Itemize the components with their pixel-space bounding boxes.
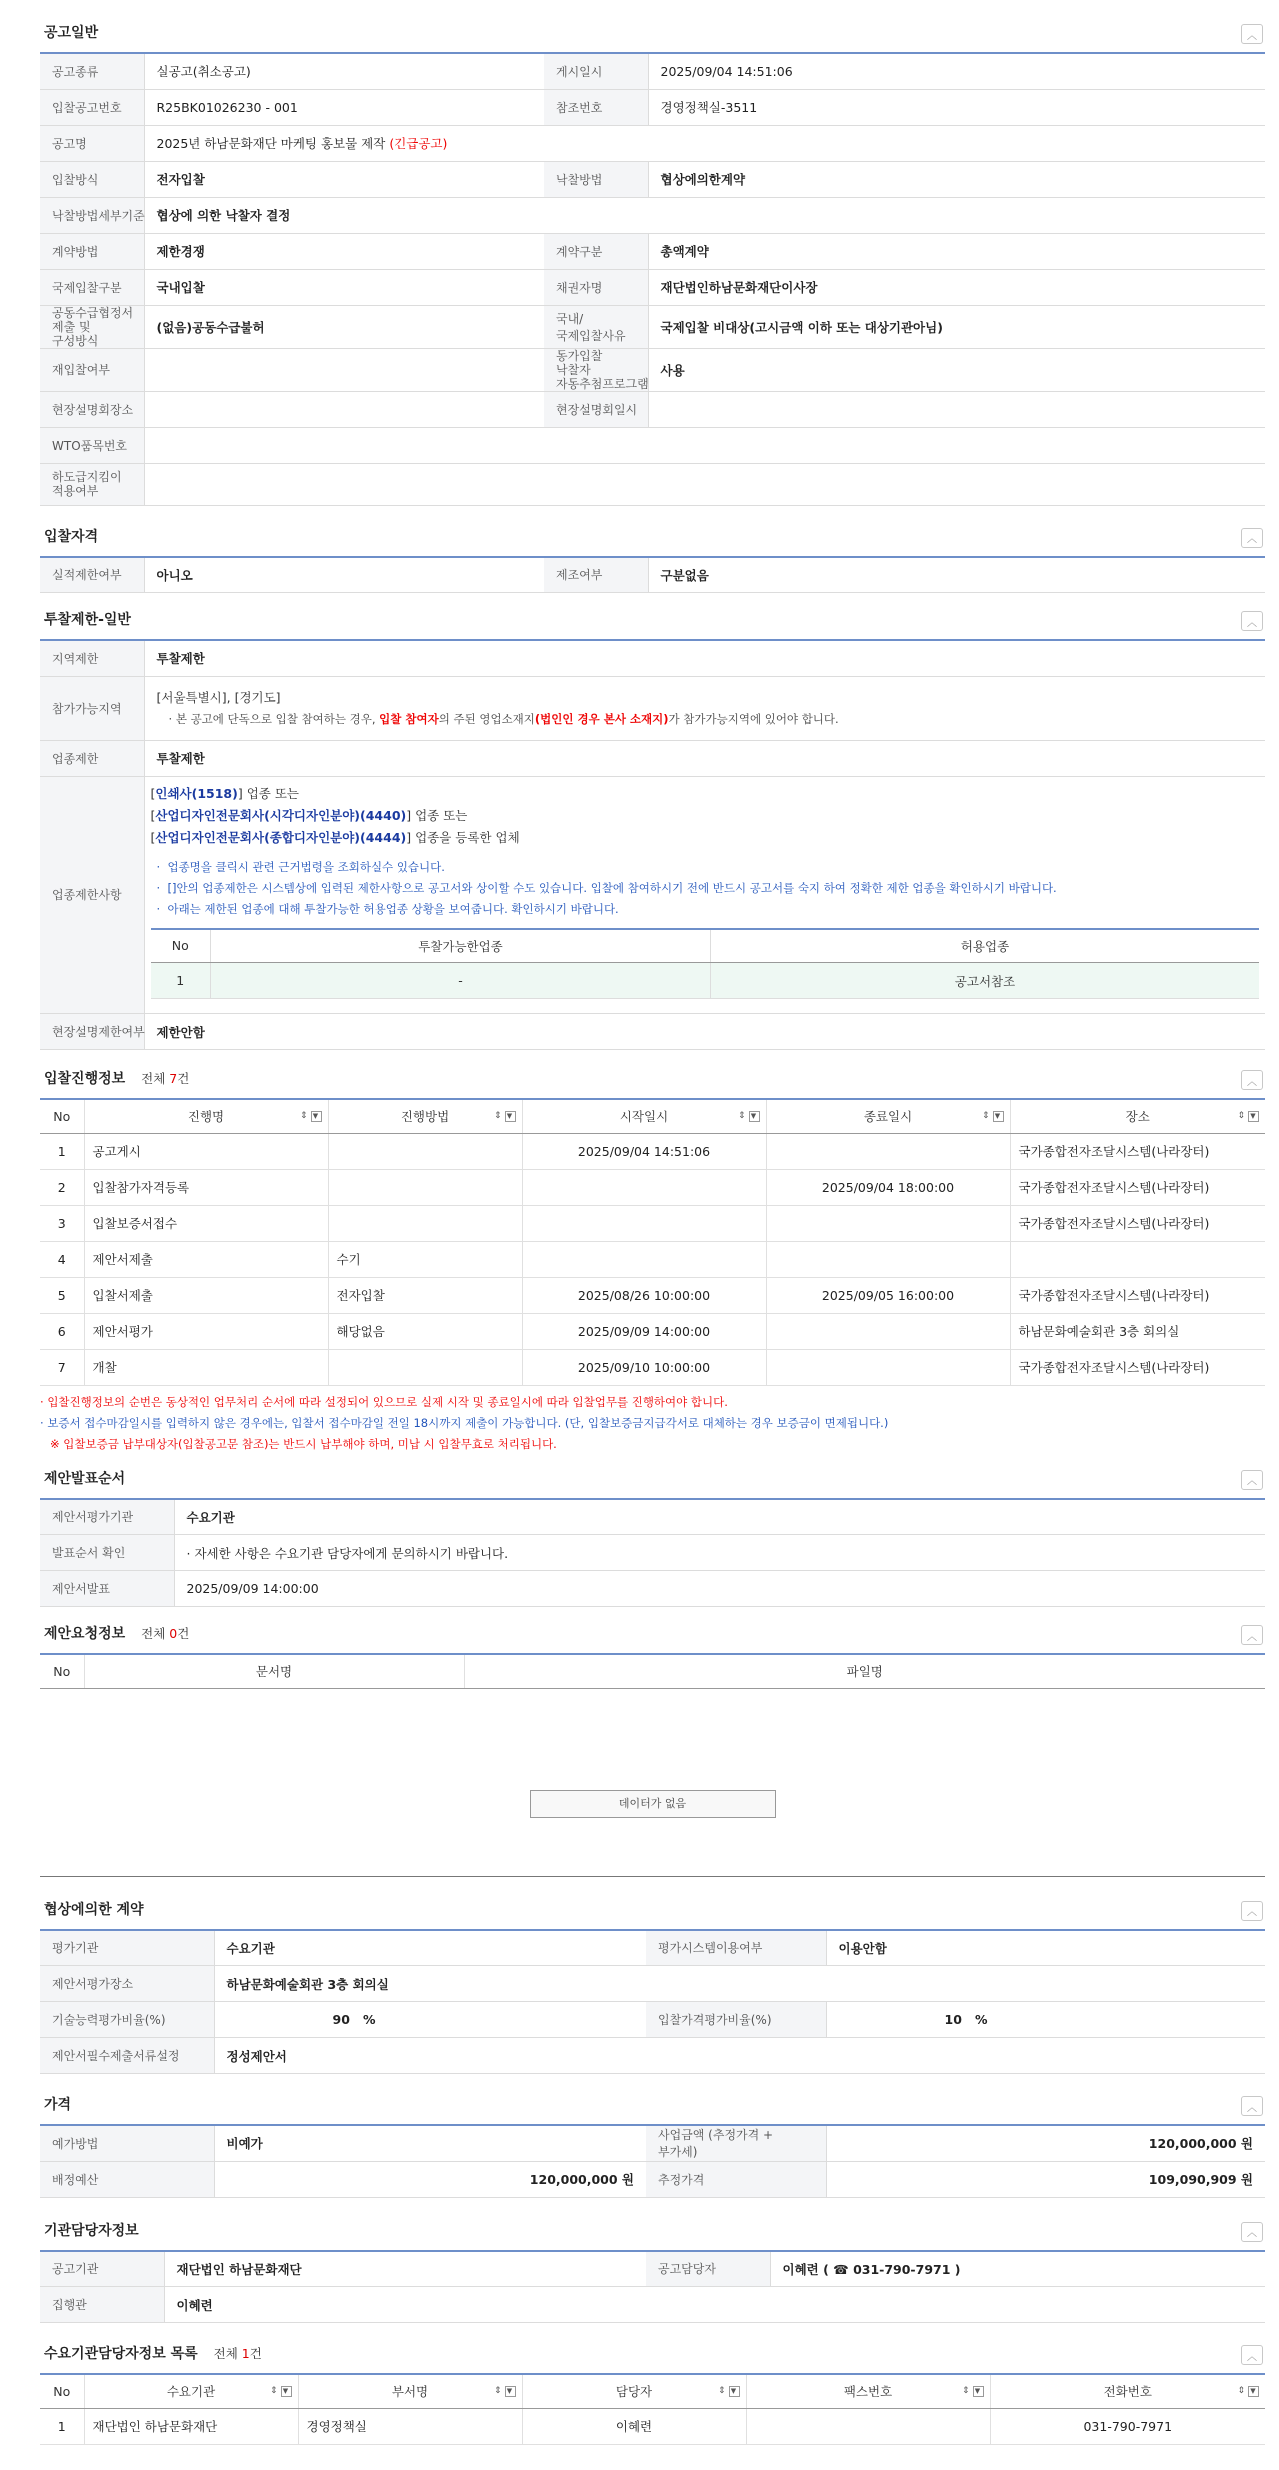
price-ratio: [826, 2002, 1265, 2038]
cell: 2025/09/04 18:00:00: [766, 1169, 1010, 1205]
label: 사업금액 (추정가격 + 부가세): [646, 2125, 826, 2161]
chevron-up-icon: ︿: [1247, 1907, 1257, 1918]
cell: 3: [40, 1205, 84, 1241]
intl-bid-reason: 국제입찰 비대상(고시금액 이하 또는 대상기관아님): [648, 305, 1265, 348]
label: 게시일시: [544, 53, 648, 89]
label: 입찰가격평가비율(%): [646, 2002, 826, 2038]
price-table: [40, 2124, 1265, 2198]
ratio-unit: %: [362, 2012, 376, 2027]
industry-note: · 아래는 제한된 업종에 대해 투찰가능한 허용업종 상황을 보여줍니다. 확인하시기 바랍니다.: [156, 901, 619, 916]
chevron-up-icon: ︿: [1247, 2228, 1257, 2239]
order-check-text: 자세한 사항은 수요기관 담당자에게 문의하시기 바랍니다.: [194, 1545, 509, 1561]
price-method: 비예가: [214, 2125, 646, 2161]
notice-type: 실공고(취소공고): [144, 53, 544, 89]
count-text: 전체: [141, 1626, 170, 1641]
label: 낙찰방법세부기준: [40, 197, 144, 233]
section-header-price: [40, 2074, 1265, 2124]
label: 배정예산: [40, 2161, 214, 2197]
header-text: 진행방법: [400, 1109, 450, 1125]
count-number: 0: [169, 1626, 178, 1641]
column-header[interactable]: [328, 1099, 522, 1133]
cell: 2025/08/26 10:00:00: [522, 1277, 766, 1313]
section-title: [44, 1623, 189, 1643]
cell: [746, 2408, 990, 2444]
demand-table: [40, 2373, 1265, 2445]
cell: 6: [40, 1313, 84, 1349]
industry-line: [산업디자인전문회사(시각디자인분야)(4440)] 업종 또는: [150, 807, 468, 823]
award-method: 협상에의한계약: [648, 161, 1265, 197]
cell: 이혜련: [522, 2408, 746, 2444]
column-header[interactable]: [84, 1099, 328, 1133]
presentation-time: 2025/09/09 14:00:00: [174, 1571, 1265, 1607]
bid-method: 전자입찰: [144, 161, 544, 197]
empty-row: [40, 1688, 1265, 1876]
notice-name-text: 2025년 하남문화재단 마케팅 홍보물 제작: [156, 136, 386, 151]
label: 참조번호: [544, 89, 648, 125]
presentation-table: [40, 1498, 1265, 1608]
cell: [766, 1313, 1010, 1349]
label: 공고명: [40, 125, 144, 161]
cell: 경영정책실: [298, 2408, 522, 2444]
sort-icon[interactable]: ⇕ ▼: [1237, 2386, 1259, 2397]
column-header-no: No: [40, 2374, 84, 2408]
notice-manager: 이혜련 ( ☎ 031-790-7971 ): [770, 2251, 1265, 2287]
note-part: 가 참가가능지역에 있어야 합니다.: [668, 711, 839, 726]
allowed-industry-table: [151, 928, 1260, 1000]
collapse-toggle[interactable]: [1241, 1901, 1263, 1921]
cell: [522, 1169, 766, 1205]
progress-note: · 입찰진행정보의 순번은 동상적인 업무처리 순서에 따라 설정되어 있으므로 실제 시작 및 종료일시에 따라 입찰업무를 진행하여야 합니다.: [40, 1394, 728, 1409]
collapse-toggle[interactable]: [1241, 2096, 1263, 2116]
header-text: 장소: [1125, 1109, 1150, 1125]
column-header[interactable]: [522, 1099, 766, 1133]
cell: 2025/09/05 16:00:00: [766, 1277, 1010, 1313]
column-header[interactable]: [84, 2374, 298, 2408]
section-header-negotiation: [40, 1877, 1265, 1929]
progress-note: · 보증서 접수마감일시를 입력하지 않은 경우에는, 입찰서 접수마감일 전일 18시까지 제출이 가능합니다. (단, 입찰보증금지급각서로 대체하는 경우 보증금이 면제됩니다.): [40, 1415, 889, 1430]
table-row: [40, 1169, 1265, 1205]
label: 공고기관: [40, 2251, 164, 2287]
cell: 제안서제출: [84, 1241, 328, 1277]
section-header-demand: [40, 2323, 1265, 2373]
cell: 입찰참가자격등록: [84, 1169, 328, 1205]
total-count: [214, 2346, 262, 2361]
note-text: []안의 업종제한은 시스템상에 입력된 제한사항으로 공고서와 상이할 수도 있습니다. 입찰에 참여하시기 전에 반드시 공고서를 숙지 하여 정확한 제한 업종을 확인하시기 바랍니다.: [167, 880, 1057, 895]
column-header: 파일명: [464, 1654, 1265, 1688]
column-header: No: [151, 929, 211, 963]
contract-method: 제한경쟁: [144, 233, 544, 269]
sort-icon[interactable]: ⇕ ▼: [494, 2386, 516, 2397]
count-text: 건: [249, 2346, 262, 2361]
industry-suffix: 업종 또는: [242, 785, 299, 801]
column-header[interactable]: [298, 2374, 522, 2408]
section-title: [44, 2343, 262, 2363]
column-header: 허용업종: [711, 929, 1260, 963]
label: 발표순서 확인: [40, 1535, 174, 1571]
industry-suffix: 업종 또는: [411, 807, 468, 823]
sort-icon[interactable]: ⇕ ▼: [270, 2386, 292, 2397]
eval-place: 하남문화예술회관 3층 회의실: [214, 1966, 1265, 2002]
contract-type: 총액계약: [648, 233, 1265, 269]
section-header-request: [40, 1607, 1265, 1653]
label: 제안서발표: [40, 1571, 174, 1607]
label: 현장설명제한여부: [40, 1014, 144, 1050]
note-text: 아래는 제한된 업종에 대해 투찰가능한 허용업종 상황을 보여줍니다. 확인하시기 바랍니다.: [167, 901, 619, 916]
posted-at: 2025/09/04 14:51:06: [648, 53, 1265, 89]
title-text: 제안요청정보: [44, 1626, 126, 1642]
column-header: No: [40, 1654, 84, 1688]
chevron-up-icon: ︿: [1247, 2351, 1257, 2363]
cell: [1010, 1241, 1265, 1277]
note-part: 입찰 참여자: [379, 711, 439, 726]
cell: [766, 1349, 1010, 1385]
joint-supply: (없음)공동수급불허: [144, 305, 544, 348]
section-header-presentation: [40, 1455, 1265, 1498]
label: 추정가격: [646, 2161, 826, 2197]
cell: 입찰서제출: [84, 1277, 328, 1313]
industry-link[interactable]: 인쇄사(1518): [155, 785, 238, 801]
sort-icon[interactable]: ⇕ ▼: [494, 1111, 516, 1122]
subcontract-guard: [144, 463, 1265, 505]
estimated-price: 109,090,909 원: [826, 2161, 1265, 2197]
notice-agency: 재단법인 하남문화재단: [164, 2251, 646, 2287]
label: 제조여부: [544, 557, 648, 593]
cell: 4: [40, 1241, 84, 1277]
total-count: [141, 1626, 189, 1641]
cell: [766, 1205, 1010, 1241]
urgent-tag: (긴급공고): [389, 136, 448, 151]
count-text: 건: [177, 1626, 190, 1641]
agency-table: [40, 2250, 1265, 2324]
count-text: 전체: [141, 1071, 170, 1086]
header-text: 전화번호: [1103, 2384, 1152, 2400]
note-text: 보증서 접수마감일시를 입력하지 않은 경우에는, 입찰서 접수마감일 전일 18시까지 제출이 가능합니다. (단, 입찰보증금지급각서로 대체하는 경우 보증금이 면제됩니다.): [47, 1415, 889, 1430]
cell: 공고게시: [84, 1133, 328, 1169]
label: 재입찰여부: [40, 348, 144, 391]
cell: [766, 1241, 1010, 1277]
table-row: [151, 963, 1260, 999]
section-title: 공고일반: [44, 25, 99, 41]
note-text: 업종명을 클릭시 관련 근거법령을 조회하실수 있습니다.: [167, 859, 445, 874]
section-header-qualification: [40, 506, 1265, 556]
ref-number: 경영정책실-3511: [648, 89, 1265, 125]
note-part: (법인인 경우 본사 소재지): [534, 711, 669, 726]
section-title: 기관담당자정보: [44, 2222, 139, 2239]
total-count: [141, 1071, 189, 1086]
cell: 2025/09/09 14:00:00: [522, 1313, 766, 1349]
cell: 2025/09/10 10:00:00: [522, 1349, 766, 1385]
performance-limit: 아니오: [144, 557, 544, 593]
label: 동가입찰 낙찰자 자동추첨프로그램: [544, 348, 648, 391]
collapse-toggle[interactable]: [1241, 24, 1263, 44]
column-header: 투찰가능한업종: [211, 929, 711, 963]
table-row: [40, 1349, 1265, 1385]
industry-line: [산업디자인전문회사(종합디자인분야)(4444)] 업종을 등록한 업체: [150, 829, 520, 845]
column-header[interactable]: [766, 1099, 1010, 1133]
cell: 1: [40, 1133, 84, 1169]
cell: 국가종합전자조달시스템(나라장터): [1010, 1277, 1265, 1313]
sort-icon[interactable]: ⇕ ▼: [1237, 1111, 1259, 1122]
label: 지역제한: [40, 640, 144, 676]
site-limit: 제한안함: [144, 1014, 1265, 1050]
auto-lottery: 사용: [648, 348, 1265, 391]
section-title: 가격: [44, 2097, 72, 2113]
label: 입찰방식: [40, 161, 144, 197]
label: 평가기관: [40, 1930, 214, 1966]
collapse-toggle[interactable]: [1241, 611, 1263, 631]
industry-limit: 투찰제한: [144, 740, 1265, 776]
cell: 하남문화예술회관 3층 회의실: [1010, 1313, 1265, 1349]
column-header: 문서명: [84, 1654, 464, 1688]
cell: 1: [151, 963, 211, 999]
label: 하도급지킴이 적용여부: [40, 463, 144, 505]
cell: 공고서참조: [711, 963, 1260, 999]
cell: 031-790-7971: [990, 2408, 1265, 2444]
section-header-agency: [40, 2198, 1265, 2250]
cell: 7: [40, 1349, 84, 1385]
header-text: 부서명: [391, 2384, 429, 2400]
cell: 국가종합전자조달시스템(나라장터): [1010, 1133, 1265, 1169]
allowed-area: [서울특별시], [경기도]: [156, 689, 281, 705]
column-header-no: No: [40, 1099, 84, 1133]
budget: 120,000,000 원: [214, 2161, 646, 2197]
count-number: 7: [169, 1071, 178, 1086]
cell: 개찰: [84, 1349, 328, 1385]
table-row: [40, 1241, 1265, 1277]
count-number: 1: [241, 2346, 250, 2361]
label: 집행관: [40, 2287, 164, 2323]
industry-link[interactable]: 산업디자인전문회사(시각디자인분야)(4440): [155, 807, 407, 823]
project-amount: 120,000,000 원: [826, 2125, 1265, 2161]
header-text: 담당자: [615, 2384, 653, 2400]
collapse-toggle[interactable]: [1241, 528, 1263, 548]
ratio-unit: %: [974, 2012, 988, 2027]
header-text: 팩스번호: [843, 2384, 893, 2400]
eval-agency: 수요기관: [214, 1930, 646, 1966]
sort-icon[interactable]: ⇕ ▼: [962, 2386, 984, 2397]
collapse-toggle[interactable]: [1241, 1625, 1263, 1645]
chevron-up-icon: ︿: [1247, 2102, 1257, 2114]
cell: [522, 1205, 766, 1241]
cell: 수기: [328, 1241, 522, 1277]
label: 입찰공고번호: [40, 89, 144, 125]
sort-icon[interactable]: ⇕ ▼: [300, 1111, 322, 1122]
no-data-message: 데이터가 없음: [530, 1790, 776, 1818]
section-title: 협상에의한 계약: [44, 1901, 144, 1918]
label: 예가방법: [40, 2125, 214, 2161]
chevron-up-icon: ︿: [1247, 1076, 1257, 1088]
eval-system: 이용안함: [826, 1930, 1265, 1966]
ratio-value: 10: [944, 2012, 962, 2027]
label: 공고담당자: [646, 2251, 770, 2287]
progress-table: [40, 1098, 1265, 1386]
count-text: 전체: [213, 2346, 242, 2361]
cell: 국가종합전자조달시스템(나라장터): [1010, 1349, 1265, 1385]
label: 현장설명회장소: [40, 391, 144, 427]
chevron-up-icon: ︿: [1247, 1476, 1257, 1487]
collapse-toggle[interactable]: [1241, 2222, 1263, 2242]
industry-link[interactable]: 산업디자인전문회사(종합디자인분야)(4444): [155, 829, 407, 845]
cell: 해당없음: [328, 1313, 522, 1349]
bid-number: R25BK01026230 - 001: [144, 89, 544, 125]
sort-icon[interactable]: ⇕ ▼: [718, 2386, 740, 2397]
qualification-table: [40, 556, 1265, 594]
negotiation-table: [40, 1929, 1265, 2075]
label: 현장설명회일시: [544, 391, 648, 427]
cell: 1: [40, 2408, 84, 2444]
cell: 국가종합전자조달시스템(나라장터): [1010, 1205, 1265, 1241]
cell: 2: [40, 1169, 84, 1205]
table-row: [40, 1277, 1265, 1313]
note-part: 의 주된 영업소재지: [438, 711, 535, 726]
wto-number: [144, 427, 1265, 463]
chevron-up-icon: ︿: [1247, 1631, 1257, 1643]
title-text: 수요기관담당자정보 목록: [44, 2346, 198, 2362]
column-header[interactable]: [990, 2374, 1265, 2408]
table-row: [40, 1205, 1265, 1241]
manufacture: 구분없음: [648, 557, 1265, 593]
note-text: 입찰진행정보의 순번은 동상적인 업무처리 순서에 따라 설정되어 있으므로 실제 시작 및 종료일시에 따라 입찰업무를 진행하여야 합니다.: [47, 1394, 728, 1409]
award-criteria: 협상에 의한 낙찰자 결정: [144, 197, 1265, 233]
collapse-toggle[interactable]: [1241, 1070, 1263, 1090]
industry-suffix: 업종을 등록한 업체: [411, 829, 520, 845]
label: 공동수급협정서 제출 및 구성방식: [40, 305, 144, 348]
title-text: 입찰진행정보: [44, 1071, 126, 1087]
cell: -: [211, 963, 711, 999]
label: 제안서필수제출서류설정: [40, 2038, 214, 2074]
chevron-up-icon: ︿: [1247, 534, 1257, 545]
cell: [328, 1349, 522, 1385]
label: 참가가능지역: [40, 676, 144, 740]
label: 국내/국제입찰사유: [544, 305, 648, 348]
required-docs: 정성제안서: [214, 2038, 1265, 2074]
note-part: 본 공고에 단독으로 입찰 참여하는 경우,: [175, 711, 380, 726]
header-text: 시작일시: [619, 1109, 669, 1125]
label: 평가시스템이용여부: [646, 1930, 826, 1966]
ratio-value: 90: [332, 2012, 350, 2027]
cell: 제안서평가: [84, 1313, 328, 1349]
label: 기술능력평가비율(%): [40, 2002, 214, 2038]
table-row: [40, 1133, 1265, 1169]
header-text: 진행명: [187, 1109, 225, 1125]
executor: 이혜련: [164, 2287, 1265, 2323]
industry-note: · 업종명을 클릭시 관련 근거법령을 조회하실수 있습니다.: [156, 859, 445, 874]
progress-note: ※ 입찰보증금 납부대상자(입찰공고문 참조)는 반드시 납부해야 하며, 미납 시 입찰무효로 처리됩니다.: [50, 1436, 557, 1451]
label: 공고종류: [40, 53, 144, 89]
region-limit: 투찰제한: [144, 640, 1265, 676]
column-header[interactable]: [1010, 1099, 1265, 1133]
label: 제안서평가기관: [40, 1499, 174, 1535]
cell: [328, 1205, 522, 1241]
eval-agency: 수요기관: [174, 1499, 1265, 1535]
chevron-up-icon: ︿: [1247, 30, 1257, 42]
industry-line: [인쇄사(1518)] 업종 또는: [150, 785, 299, 801]
general-info-table: [40, 52, 1265, 506]
column-header[interactable]: [746, 2374, 990, 2408]
cell: [328, 1169, 522, 1205]
cell: 5: [40, 1277, 84, 1313]
label: 계약방법: [40, 233, 144, 269]
cell: 입찰보증서접수: [84, 1205, 328, 1241]
section-title: [44, 1068, 189, 1088]
cell: 재단법인 하남문화재단: [84, 2408, 298, 2444]
sort-icon[interactable]: ⇕ ▼: [738, 1111, 760, 1122]
collapse-toggle[interactable]: [1241, 2345, 1263, 2365]
notice-name: [144, 125, 1265, 161]
section-header-bid-limit: [40, 593, 1265, 639]
label: 국제입찰구분: [40, 269, 144, 305]
chevron-up-icon: ︿: [1247, 617, 1257, 629]
table-row: [40, 1313, 1265, 1349]
label: WTO품목번호: [40, 427, 144, 463]
section-title: 제안발표순서: [44, 1470, 126, 1487]
section-title: 투찰제한-일반: [44, 612, 131, 628]
request-table: [40, 1653, 1265, 1877]
collapse-toggle[interactable]: [1241, 1470, 1263, 1490]
section-title: 입찰자격: [44, 528, 99, 545]
count-text: 건: [177, 1071, 190, 1086]
cell: [766, 1133, 1010, 1169]
sort-icon[interactable]: ⇕ ▼: [982, 1111, 1004, 1122]
label: 채권자명: [544, 269, 648, 305]
column-header[interactable]: [522, 2374, 746, 2408]
table-row: [40, 2408, 1265, 2444]
intl-bid-type: 국내입찰: [144, 269, 544, 305]
label: 실적제한여부: [40, 557, 144, 593]
section-header-progress: [40, 1050, 1265, 1098]
bid-limit-table: [40, 639, 1265, 1050]
label: 낙찰방법: [544, 161, 648, 197]
cell: 2025/09/04 14:51:06: [522, 1133, 766, 1169]
label: 업종제한사항: [40, 776, 144, 1014]
industry-note: · []안의 업종제한은 시스템상에 입력된 제한사항으로 공고서와 상이할 수도 있습니다. 입찰에 참여하시기 전에 반드시 공고서를 숙지 하여 정확한 제한 업종을 확인하시기 바랍니다.: [156, 880, 1057, 895]
order-check: · 자세한 사항은 수요기관 담당자에게 문의하시기 바랍니다.: [174, 1535, 1265, 1571]
tech-ratio: [214, 2002, 646, 2038]
label: 업종제한: [40, 740, 144, 776]
rebid: [144, 348, 544, 391]
cell: [522, 1241, 766, 1277]
header-text: 종료일시: [863, 1109, 913, 1125]
label: 제안서평가장소: [40, 1966, 214, 2002]
cell: 국가종합전자조달시스템(나라장터): [1010, 1169, 1265, 1205]
header-text: 수요기관: [166, 2384, 216, 2400]
area-note: · 본 공고에 단독으로 입찰 참여하는 경우, 입찰 참여자의 주된 영업소재지(법인인 경우 본사 소재지)가 참가가능지역에 있어야 합니다.: [168, 711, 839, 726]
section-header-general: [40, 0, 1265, 52]
cell: [328, 1133, 522, 1169]
cell: 전자입찰: [328, 1277, 522, 1313]
site-time: [648, 391, 1265, 427]
site-place: [144, 391, 544, 427]
label: 계약구분: [544, 233, 648, 269]
creditor-name: 재단법인하남문화재단이사장: [648, 269, 1265, 305]
